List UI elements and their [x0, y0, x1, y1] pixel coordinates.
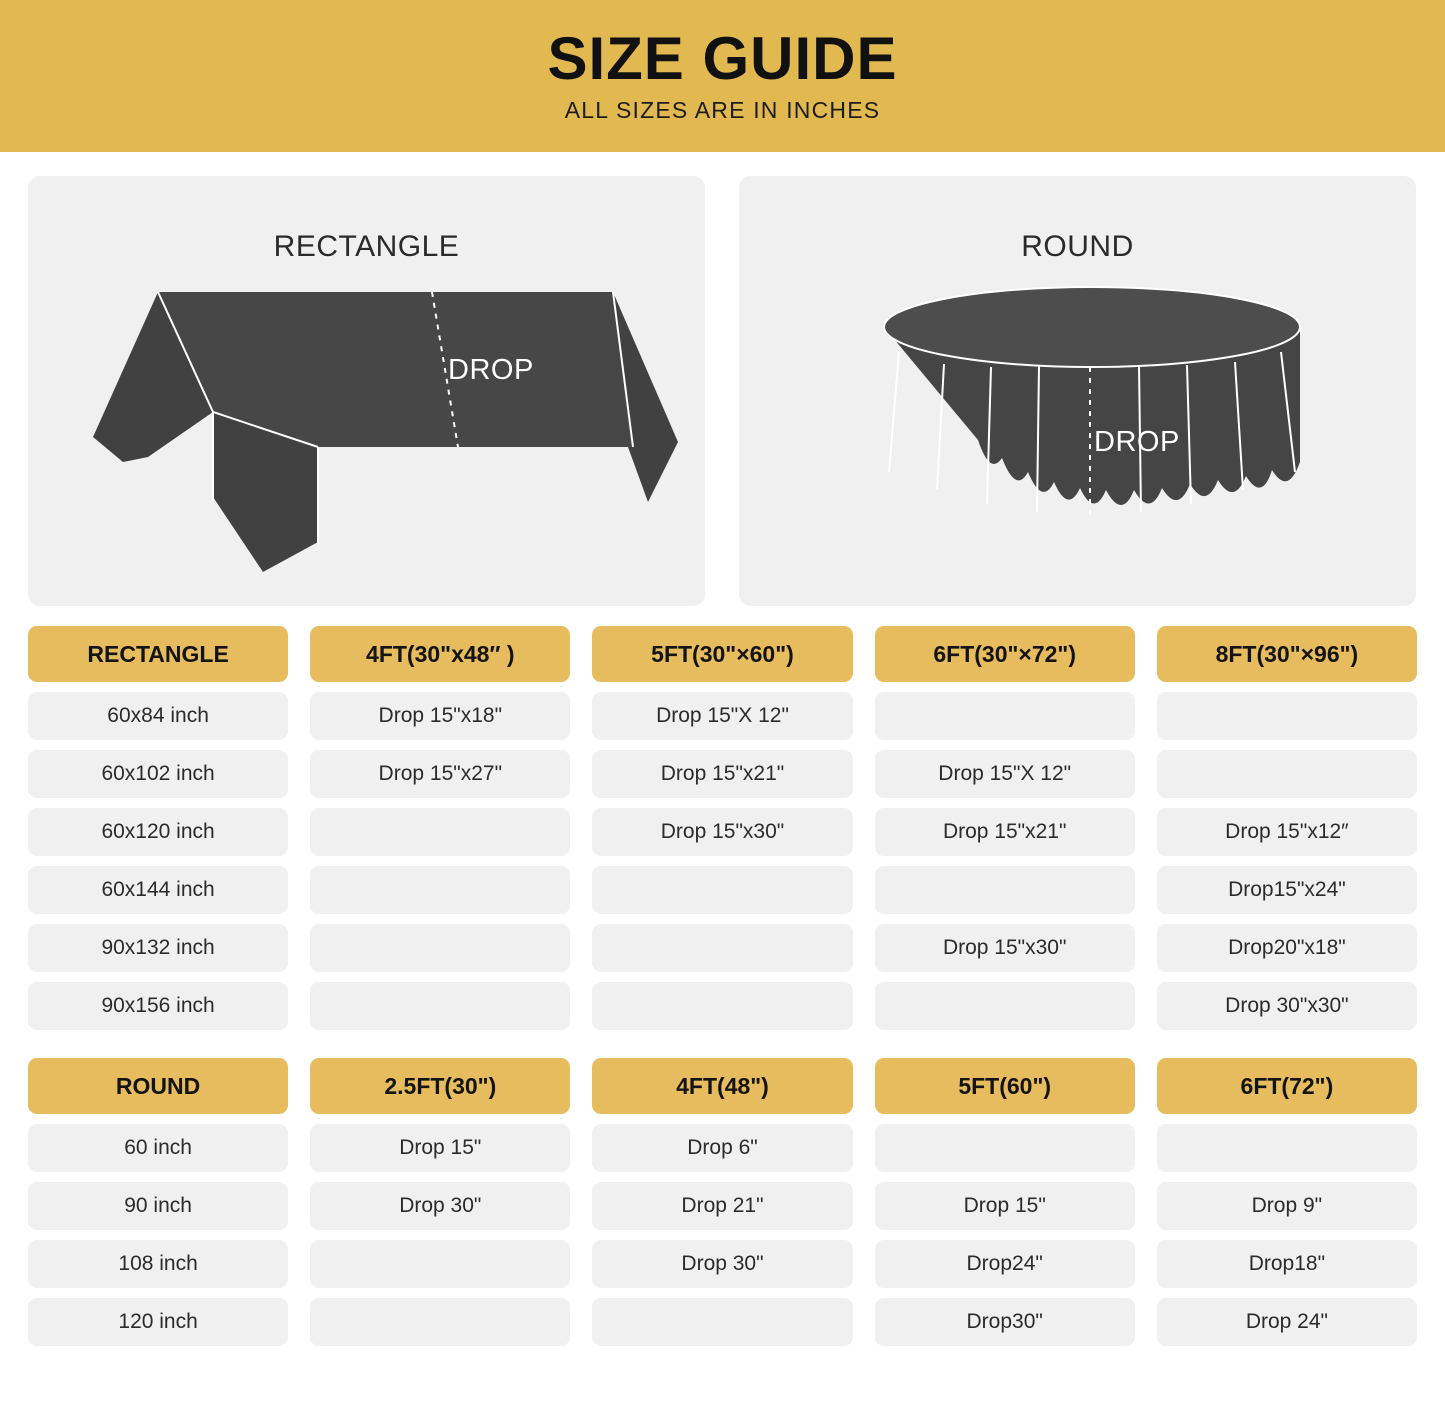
table-cell: 60x102 inch — [28, 750, 288, 798]
table-cell — [875, 982, 1135, 1030]
table-cell — [1157, 692, 1417, 740]
table-cell: Drop 9" — [1157, 1182, 1417, 1230]
round-header-0: ROUND — [28, 1058, 288, 1114]
table-cell: 60 inch — [28, 1124, 288, 1172]
round-header-3: 5FT(60") — [875, 1058, 1135, 1114]
round-panel-title: ROUND — [1021, 230, 1134, 263]
table-cell: Drop 15"x12″ — [1157, 808, 1417, 856]
page-subtitle: ALL SIZES ARE IN INCHES — [564, 96, 881, 123]
table-cell: Drop 15"x30" — [592, 808, 852, 856]
table-cell: Drop 15"x21" — [875, 808, 1135, 856]
table-cell: 60x120 inch — [28, 808, 288, 856]
table-cell: Drop 24" — [1157, 1298, 1417, 1346]
round-drop-label: DROP — [1094, 426, 1180, 458]
rectangle-size-table — [28, 626, 1417, 1030]
table-cell — [592, 866, 852, 914]
round-header-2: 4FT(48") — [592, 1058, 852, 1114]
rect-header-1: 4FT(30"x48″ ) — [310, 626, 570, 682]
rectangle-tablecloth-icon — [28, 272, 705, 592]
page-title: SIZE GUIDE — [547, 24, 898, 92]
round-size-table — [28, 1058, 1417, 1346]
rect-header-3: 6FT(30"×72") — [875, 626, 1135, 682]
table-cell: 60x84 inch — [28, 692, 288, 740]
table-cell — [1157, 750, 1417, 798]
rectangle-drop-label: DROP — [448, 354, 534, 386]
table-cell: Drop 15" — [310, 1124, 570, 1172]
table-cell: Drop 15"x27" — [310, 750, 570, 798]
table-cell: Drop15"x24" — [1157, 866, 1417, 914]
table-cell: Drop 15"x21" — [592, 750, 852, 798]
table-cell: 120 inch — [28, 1298, 288, 1346]
rect-header-4: 8FT(30"×96") — [1157, 626, 1417, 682]
table-cell — [310, 1240, 570, 1288]
table-cell: Drop 21" — [592, 1182, 852, 1230]
table-cell — [310, 1298, 570, 1346]
size-tables — [0, 606, 1445, 1346]
table-cell: Drop 15" — [875, 1182, 1135, 1230]
table-cell — [310, 866, 570, 914]
rect-header-2: 5FT(30"×60") — [592, 626, 852, 682]
rectangle-panel-title: RECTANGLE — [273, 230, 460, 263]
table-cell: Drop20"x18" — [1157, 924, 1417, 972]
table-cell: Drop 15"x30" — [875, 924, 1135, 972]
table-cell: Drop 15"x18" — [310, 692, 570, 740]
round-tablecloth-icon — [739, 272, 1416, 592]
table-cell — [310, 924, 570, 972]
rectangle-panel — [28, 176, 705, 606]
table-cell: Drop24" — [875, 1240, 1135, 1288]
table-cell: Drop 30" — [592, 1240, 852, 1288]
table-cell — [592, 1298, 852, 1346]
table-cell — [592, 982, 852, 1030]
round-header-1: 2.5FT(30") — [310, 1058, 570, 1114]
table-cell: Drop 15"X 12" — [875, 750, 1135, 798]
table-cell — [592, 924, 852, 972]
table-cell — [875, 866, 1135, 914]
rect-header-0: RECTANGLE — [28, 626, 288, 682]
table-cell: 90x132 inch — [28, 924, 288, 972]
table-cell — [310, 808, 570, 856]
round-panel — [739, 176, 1416, 606]
table-cell — [1157, 1124, 1417, 1172]
table-cell — [310, 982, 570, 1030]
table-cell: Drop18" — [1157, 1240, 1417, 1288]
round-header-4: 6FT(72") — [1157, 1058, 1417, 1114]
illustration-panels — [0, 152, 1445, 606]
table-cell: Drop 6" — [592, 1124, 852, 1172]
table-cell: Drop 30"x30" — [1157, 982, 1417, 1030]
table-cell — [875, 692, 1135, 740]
table-cell: Drop 15"X 12" — [592, 692, 852, 740]
table-cell: 108 inch — [28, 1240, 288, 1288]
table-cell: 90x156 inch — [28, 982, 288, 1030]
table-cell: Drop30" — [875, 1298, 1135, 1346]
table-cell — [875, 1124, 1135, 1172]
page-header — [0, 0, 1445, 152]
table-cell: 90 inch — [28, 1182, 288, 1230]
table-cell: Drop 30" — [310, 1182, 570, 1230]
table-cell: 60x144 inch — [28, 866, 288, 914]
